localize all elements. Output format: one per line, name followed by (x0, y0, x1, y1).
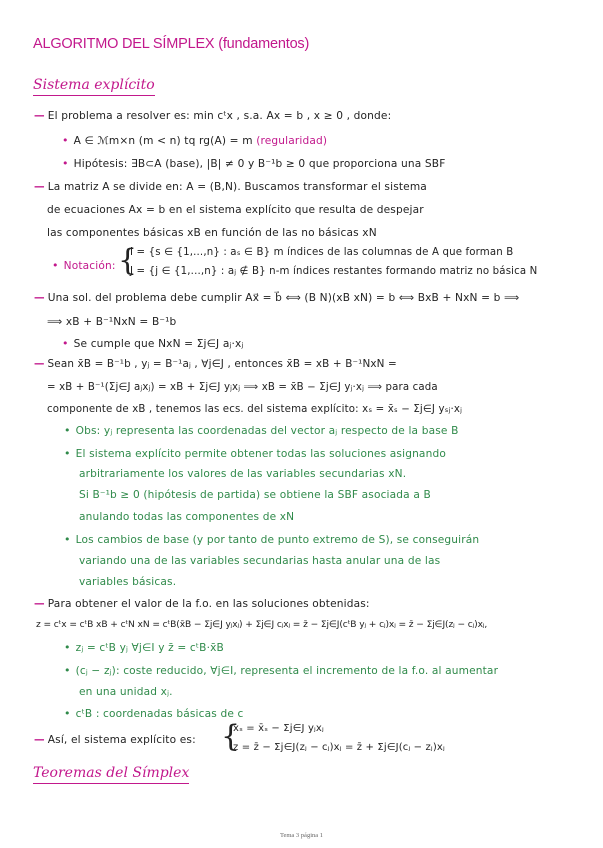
note-base-changes: • Los cambios de base (y por tanto de punto extremo de S), se conseguirán (64, 533, 480, 546)
note-zj-definition: • zⱼ = cᵗB yⱼ ∀j∈I y z̄ = cᵗB·x̄B (64, 641, 224, 654)
line-matrix-split-2: de ecuaciones Ax = b en el sistema explícito que resulta de despejar (47, 204, 424, 216)
bullet-nxn-sum: • Se cumple que NxN = Σj∈J aⱼ·xⱼ (62, 337, 244, 350)
line-explicit-system-final: — Así, el sistema explícito es: (34, 734, 196, 746)
line-define-xb: — Sean x̄B = B⁻¹b , yⱼ = B⁻¹aⱼ , ∀j∈J , entonces x̄B = xB + B⁻¹NxN = (34, 358, 397, 370)
explicit-system-brace: { (221, 719, 241, 754)
line-define-xb-2: = xB + B⁻¹(Σj∈J aⱼxⱼ) = xB + Σj∈J yⱼxⱼ ⟹ xB = x̄B − Σj∈J yⱼ·xⱼ ⟹ para cada (47, 382, 438, 393)
explicit-system-eq2: z = z̄ − Σj∈J(zⱼ − cⱼ)xⱼ = z̄ + Σj∈J(cⱼ − zⱼ)xⱼ (233, 742, 445, 753)
note-obs-yj: • Obs: yⱼ representa las coordenadas del vector aⱼ respecto de la base B (64, 424, 459, 437)
line-matrix-split: — La matriz A se divide en: A = (B,N). Buscamos transformar el sistema (34, 181, 427, 193)
bullet-dot: • (64, 533, 71, 546)
note-explicit-system-4: anulando todas las componentes de xN (79, 511, 295, 523)
document-title: ALGORITMO DEL SÍMPLEX (fundamentos) (33, 36, 310, 52)
note-basic-coordinates: • cᵗB : coordenadas básicas de c (64, 707, 244, 720)
page-footer: Tema 3 página 1 (279, 832, 324, 839)
line-solution-condition: — Una sol. del problema debe cumplir Ax⃗ = b⃗ ⟺ (B N)(xB xN) = b ⟺ BxB + NxN = b ⟹ (34, 292, 519, 304)
bullet-dot: • (62, 134, 69, 147)
note-explicit-system: • El sistema explícito permite obtener todas las soluciones asignando (64, 447, 446, 460)
note-base-changes-2: variando una de las variables secundarias hasta anular una de las (79, 555, 441, 567)
note-reduced-cost: • (cⱼ − zⱼ): coste reducido, ∀j∈I, representa el incremento de la f.o. al aumentar (64, 664, 499, 677)
notation-brace: { (118, 243, 138, 278)
explicit-system-eq1: xₛ = x̄ₛ − Σj∈J yⱼxⱼ (233, 723, 324, 734)
notation-label: • Notación: (52, 259, 116, 272)
note-base-changes-3: variables básicas. (79, 576, 177, 588)
notation-set-i: I = {s ∈ {1,...,n} : aₛ ∈ B} m índices de las columnas de A que forman B (130, 247, 514, 258)
note-reduced-cost-2: en una unidad xⱼ. (79, 686, 173, 698)
bullet-dot: • (64, 664, 71, 677)
section-heading-teoremas: Teoremas del Símplex (33, 765, 189, 784)
bullet-hypothesis: • Hipótesis: ∃B⊂A (base), |B| ≠ 0 y B⁻¹b ≥ 0 que proporciona una SBF (62, 157, 446, 170)
bullet-dot: • (64, 424, 71, 437)
bullet-dot: • (64, 641, 71, 654)
note-explicit-system-2: arbitrariamente los valores de las variables secundarias xN. (79, 468, 407, 480)
bullet-matrix-rank: • A ∈ ℳm×n (m < n) tq rg(A) = m (regularidad) (62, 134, 328, 147)
bullet-dot: • (62, 157, 69, 170)
line-matrix-split-3: las componentes básicas xB en función de las no básicas xN (47, 227, 377, 239)
bullet-dot: • (64, 707, 71, 720)
line-objective-value: — Para obtener el valor de la f.o. en las soluciones obtenidas: (34, 598, 370, 610)
line-solution-condition-2: ⟹ xB + B⁻¹NxN = B⁻¹b (47, 316, 177, 328)
bullet-dot: • (64, 447, 71, 460)
bullet-dot: • (52, 259, 59, 272)
line-objective-formula: z = cᵗx = cᵗB xB + cᵗN xN = cᵗB(x̄B − Σj∈J yⱼxⱼ) + Σj∈J cⱼxⱼ = z̄ − Σj∈J(cᵗB yⱼ + cⱼ)xⱼ = z̄ − Σj∈J(zⱼ − cⱼ)xⱼ, (36, 620, 488, 630)
bullet-dot: • (62, 337, 69, 350)
line-problem: — El problema a resolver es: min cᵗx , s.a. Ax = b , x ≥ 0 , donde: (34, 110, 391, 122)
section-heading-sistema-explicito: Sistema explícito (33, 77, 155, 96)
notation-set-j: J = {j ∈ {1,...,n} : aⱼ ∉ B} n-m índices restantes formando matriz no básica N (130, 266, 538, 277)
line-define-xb-3: componente de xB , tenemos las ecs. del sistema explícito: xₛ = x̄ₛ − Σj∈J yₛⱼ·xⱼ (47, 404, 463, 415)
note-explicit-system-3: Si B⁻¹b ≥ 0 (hipótesis de partida) se obtiene la SBF asociada a B (79, 489, 431, 501)
